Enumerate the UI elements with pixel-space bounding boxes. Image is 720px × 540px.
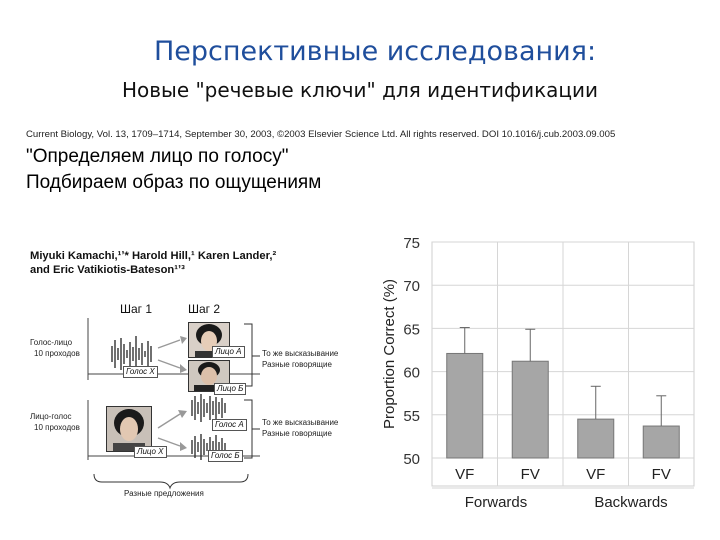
x-tick-label: VF (455, 466, 475, 483)
y-tick-label: 50 (403, 451, 420, 468)
slide-title: Перспективные исследования: (153, 36, 597, 67)
claim-line-2: Подбираем образ по ощущениям (26, 172, 322, 193)
results-bar-chart (374, 222, 700, 522)
y-tick-label: 65 (403, 321, 420, 339)
y-tick-label: 75 (403, 235, 420, 252)
step-2-label: Шаг 2 (188, 302, 221, 316)
y-tick-label: 55 (403, 407, 420, 425)
x-tick-label: FV (651, 466, 671, 483)
bar-2 (512, 361, 548, 458)
claim-line-1: "Определяем лицо по голосу" (26, 146, 289, 167)
row1-label-b: 10 проходов (34, 349, 80, 358)
bar-1 (447, 353, 483, 458)
journal-citation: Current Biology, Vol. 13, 1709–1714, September 30, 2003, ©2003 Elsevier Science Ltd. All rights reserved. DOI 10.1016/j.cub.2003.09.005 (26, 129, 616, 140)
authors-line-1: Miyuki Kamachi,¹ʼ* Harold Hill,¹ Karen Lander,² (30, 250, 277, 262)
voice-b-label: Голос Б (208, 450, 243, 462)
bar-3 (578, 419, 614, 458)
y-axis-label: Proportion Correct (%) (381, 278, 398, 430)
group-label-forwards: Forwards (464, 494, 528, 511)
face-b-label: Лицо Б (214, 383, 246, 395)
row2-same-phrase: То же высказывание (262, 418, 339, 427)
step-1-label: Шаг 1 (120, 302, 153, 316)
authors-line-2: and Eric Vatikiotis-Bateson¹ʼ³ (30, 264, 185, 276)
row2-diff-speakers: Разные говорящие (262, 429, 332, 438)
voice-a-waveform (192, 394, 225, 422)
row1-diff-speakers: Разные говорящие (262, 360, 332, 369)
experiment-diagram (30, 296, 370, 502)
face-a-label: Лицо A (212, 346, 245, 358)
row2-label-b: 10 проходов (34, 423, 80, 432)
x-tick-label: FV (520, 466, 540, 483)
face-x-label: Лицо X (134, 446, 167, 458)
diff-sentences-label: Разные предложения (124, 489, 204, 498)
x-tick-label: VF (586, 466, 606, 483)
y-tick-label: 70 (403, 278, 420, 296)
row2-label-a: Лицо-голос (30, 412, 72, 421)
row1-label-a: Голос-лицо (30, 338, 73, 347)
voice-a-label: Голос A (212, 419, 247, 431)
y-tick-label: 60 (403, 364, 420, 382)
slide-subtitle: Новые "речевые ключи" для идентификации (121, 78, 599, 102)
voice-x-label: Голос X (123, 366, 158, 378)
bar-4 (643, 426, 679, 458)
group-label-backwards: Backwards (594, 494, 668, 511)
row1-same-phrase: То же высказывание (262, 349, 339, 358)
